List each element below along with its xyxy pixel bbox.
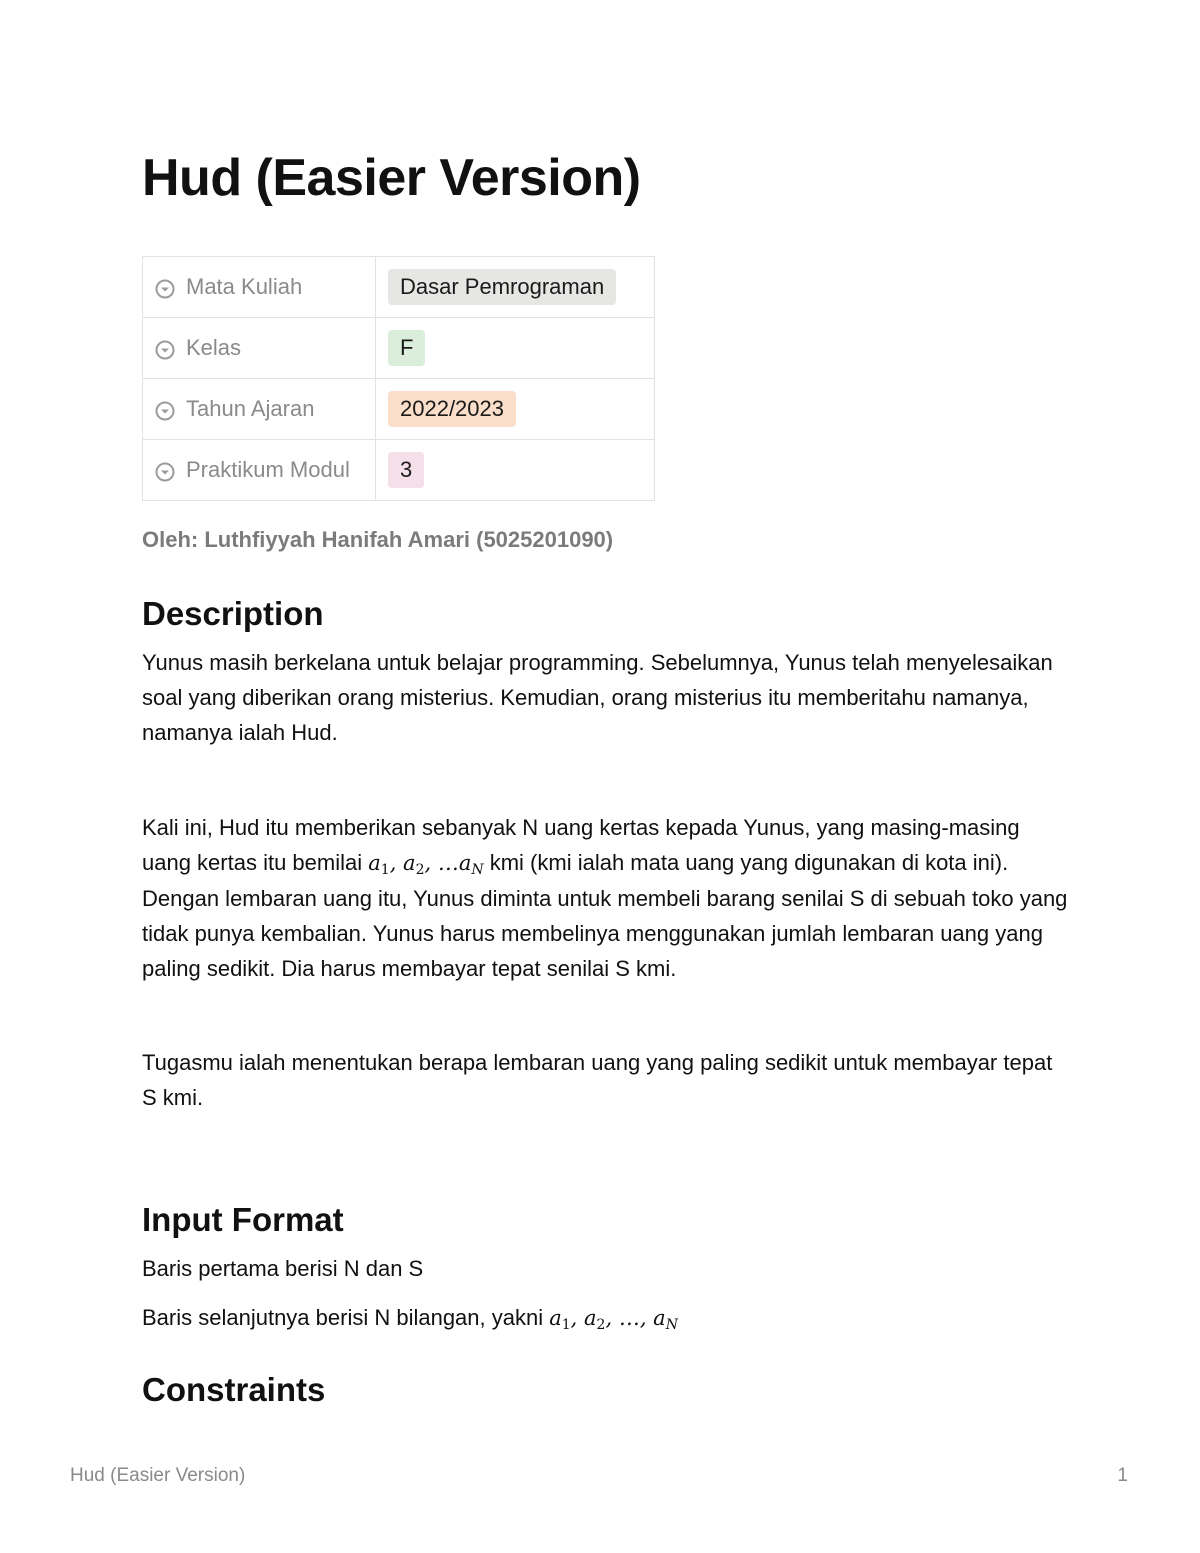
select-property-icon	[155, 279, 175, 299]
select-property-icon	[155, 401, 175, 421]
property-key-label: Praktikum Modul	[186, 457, 350, 482]
property-value-cell[interactable]	[376, 379, 655, 440]
property-key-cell	[143, 257, 376, 318]
property-value-cell[interactable]	[376, 257, 655, 318]
description-heading: Description	[142, 595, 324, 632]
constraints-heading: Constraints	[142, 1371, 326, 1408]
academic-year-tag: 2022/2023	[388, 391, 516, 427]
math-sequence-a1-to-aN: $a_1$, $a_2$, …, $a_N$	[549, 1306, 678, 1333]
input-format-line-1: Baris pertama berisi N dan S	[142, 1256, 424, 1281]
author-line: Oleh: Luthfiyyah Hanifah Amari (5025201090)	[142, 527, 614, 552]
class-tag: F	[388, 330, 425, 366]
select-property-icon	[155, 462, 175, 482]
property-row	[143, 379, 655, 440]
property-key-cell	[143, 318, 376, 379]
property-key-label: Mata Kuliah	[186, 274, 303, 299]
footer-page-number: 1	[1117, 1465, 1128, 1486]
property-row	[143, 257, 655, 318]
page-title: Hud (Easier Version)	[142, 149, 641, 207]
property-value-cell[interactable]	[376, 318, 655, 379]
property-key-cell	[143, 379, 376, 440]
description-paragraph-1: Yunus masih berkelana untuk belajar programming. Sebelumnya, Yunus telah menyelesaikan soal yang diberikan orang misterius. Kemudian, orang misterius itu memberitahu namanya, namanya ialah Hud.	[142, 650, 1053, 745]
module-tag: 3	[388, 452, 424, 488]
description-paragraph-3: Tugasmu ialah menentukan berapa lembaran uang yang paling sedikit untuk membayar tepat S kmi.	[142, 1050, 1053, 1110]
property-key-cell	[143, 440, 376, 501]
input-format-line-2	[142, 1300, 1072, 1336]
select-property-icon	[155, 340, 175, 360]
footer-title: Hud (Easier Version)	[70, 1465, 246, 1486]
paragraph-text: Baris selanjutnya berisi N bilangan, yakni	[142, 1305, 550, 1330]
property-key-label: Tahun Ajaran	[186, 396, 315, 421]
math-sequence-a1-to-aN: $a_1$, $a_2$, $\dots a_N$	[368, 851, 484, 878]
input-format-heading: Input Format	[142, 1201, 344, 1238]
property-key-label: Kelas	[186, 335, 242, 360]
property-value-cell[interactable]	[376, 440, 655, 501]
property-row	[143, 318, 655, 379]
course-tag: Dasar Pemrograman	[388, 269, 616, 305]
description-paragraph-2	[142, 810, 1072, 986]
property-row	[143, 440, 655, 501]
paragraph-text: kmi (kmi ialah mata uang yang digunakan di kota ini). Dengan lembaran uang itu, Yunus diminta untuk membeli barang senilai S di sebuah toko yang tidak punya kembalian. Yunus harus membelinya menggunakan jumlah lembaran uang yang paling sedikit. Dia harus membayar tepat senilai S kmi.	[142, 850, 1068, 981]
properties-table	[142, 256, 655, 501]
paragraph-text: Kali ini, Hud itu memberikan sebanyak N uang kertas kepada Yunus, yang masing-masing uang kertas itu bemilai	[142, 815, 1020, 875]
